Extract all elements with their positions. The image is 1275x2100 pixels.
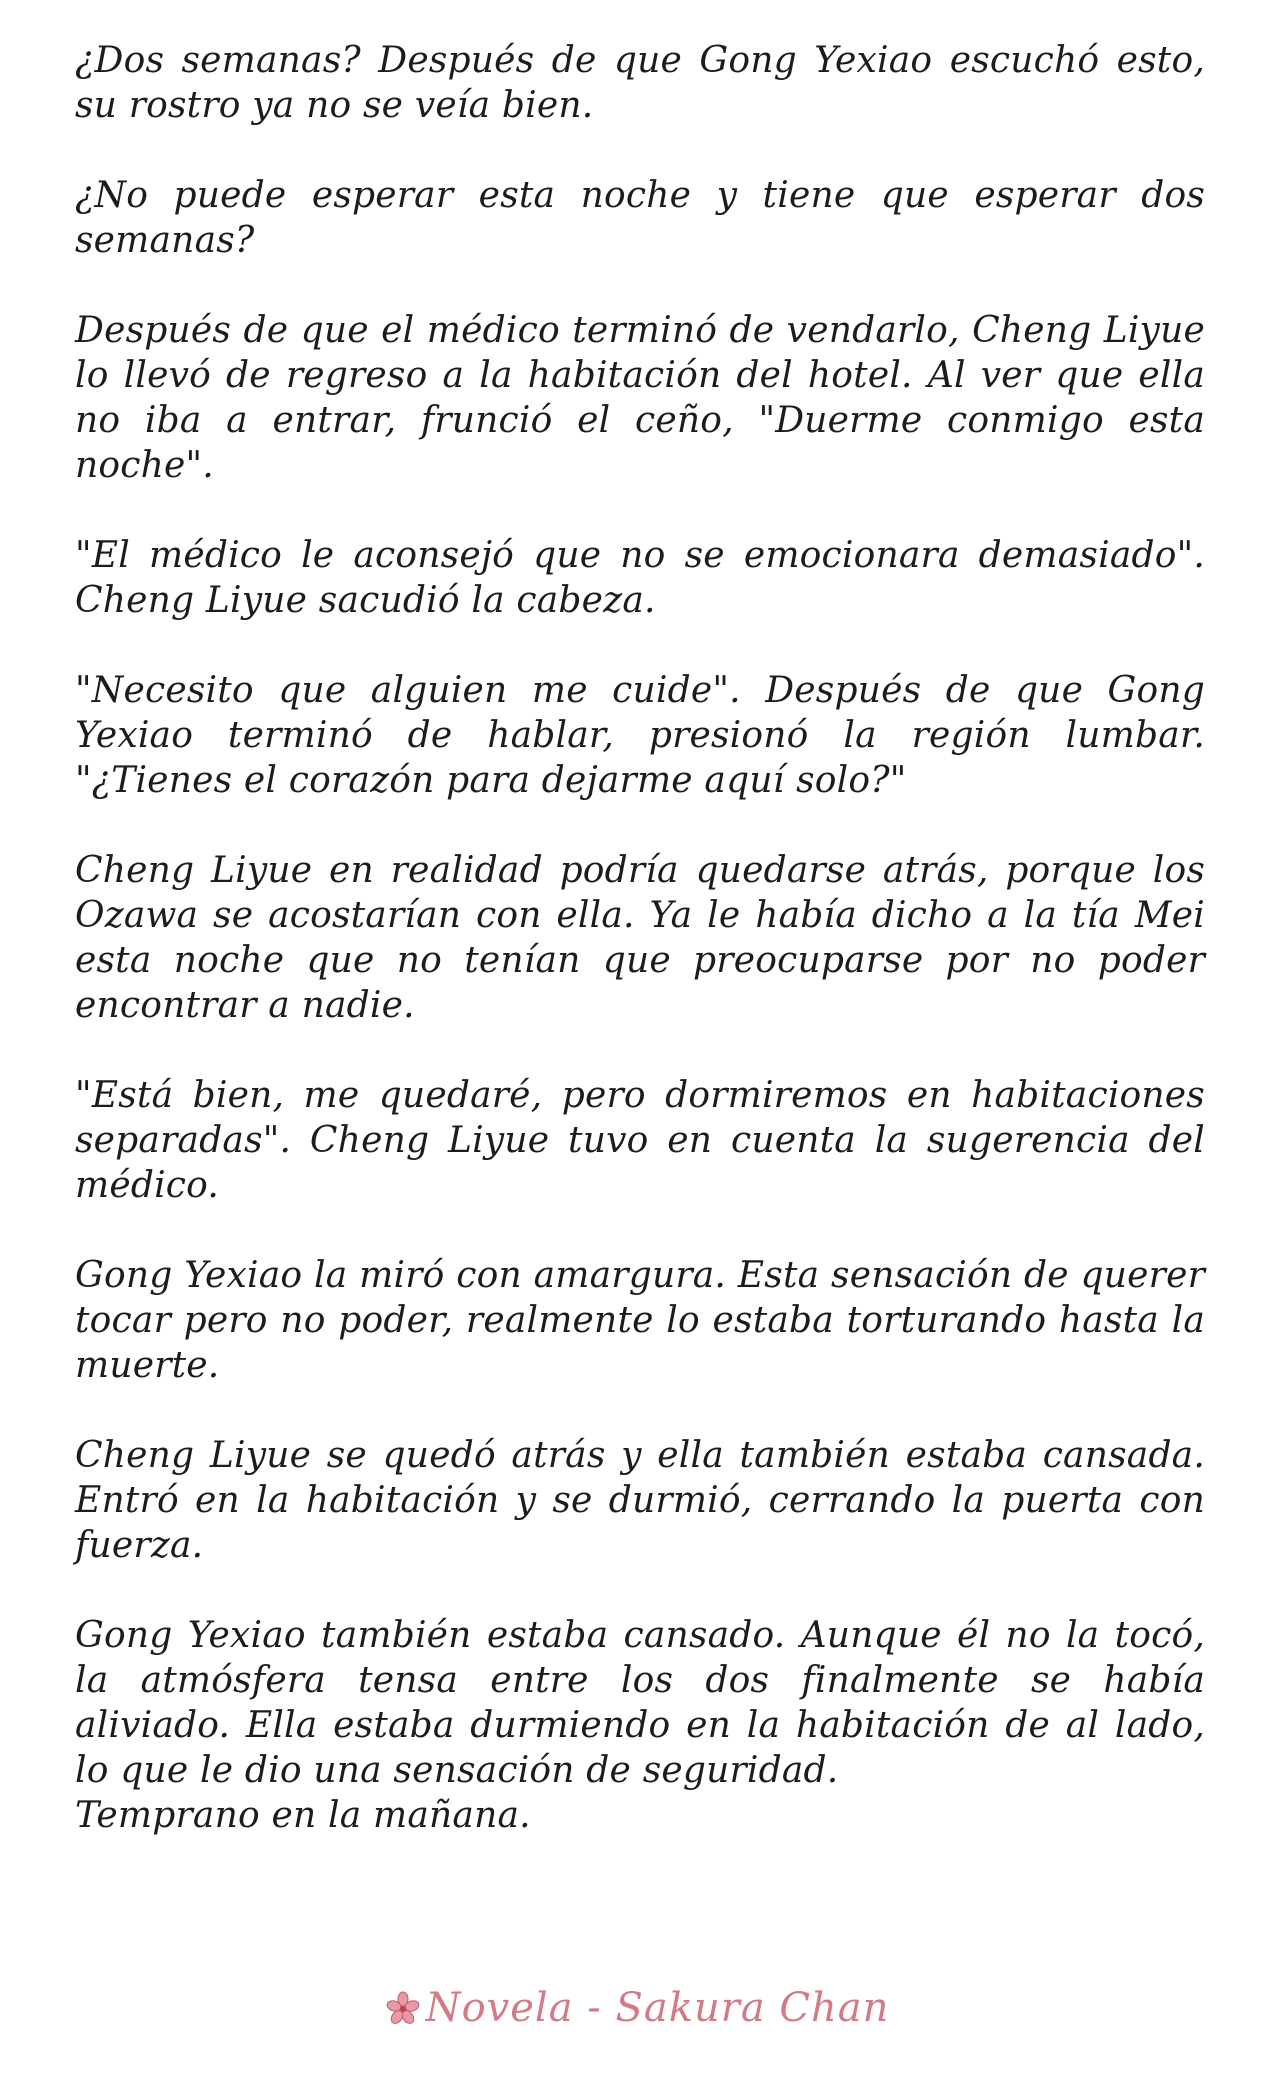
paragraph-10: Gong Yexiao también estaba cansado. Aunque él no la tocó, la atmósfera tensa entre los dos finalmente se había aliviado. Ella estaba durmiendo en la habitación de al lado, lo que le dio una sensación de seguridad. (75, 1615, 1205, 1791)
paragraph-11: Temprano en la mañana. (75, 1795, 531, 1836)
watermark-text: Novela - Sakura Chan (425, 1985, 890, 2031)
paragraph-5: "Necesito que alguien me cuide". Después de que Gong Yexiao terminó de hablar, presionó la región lumbar. "¿Tienes el corazón para dejarme aquí solo?" (75, 670, 1205, 801)
watermark (0, 1985, 1275, 2031)
paragraph-1: ¿Dos semanas? Después de que Gong Yexiao escuchó esto, su rostro ya no se veía bien. (75, 40, 1205, 126)
chapter-text (75, 38, 1205, 1883)
paragraph-2: ¿No puede esperar esta noche y tiene que esperar dos semanas? (75, 175, 1205, 261)
paragraph-4: "El médico le aconsejó que no se emocionara demasiado". Cheng Liyue sacudió la cabeza. (75, 535, 1205, 621)
paragraph-3: Después de que el médico terminó de vendarlo, Cheng Liyue lo llevó de regreso a la habitación del hotel. Al ver que ella no iba a entrar, frunció el ceño, "Duerme conmigo esta noche". (75, 310, 1205, 486)
paragraph-6: Cheng Liyue en realidad podría quedarse atrás, porque los Ozawa se acostarían con ella. Ya le había dicho a la tía Mei esta noche que no tenían que preocuparse por no poder encontrar a nadie. (75, 850, 1205, 1026)
paragraph-8: Gong Yexiao la miró con amargura. Esta sensación de querer tocar pero no poder, realmente lo estaba torturando hasta la muerte. (75, 1255, 1205, 1386)
paragraph-9: Cheng Liyue se quedó atrás y ella también estaba cansada. Entró en la habitación y se durmió, cerrando la puerta con fuerza. (75, 1435, 1205, 1566)
sakura-flower-icon (386, 1989, 420, 2023)
paragraph-7: "Está bien, me quedaré, pero dormiremos en habitaciones separadas". Cheng Liyue tuvo en cuenta la sugerencia del médico. (75, 1075, 1205, 1206)
